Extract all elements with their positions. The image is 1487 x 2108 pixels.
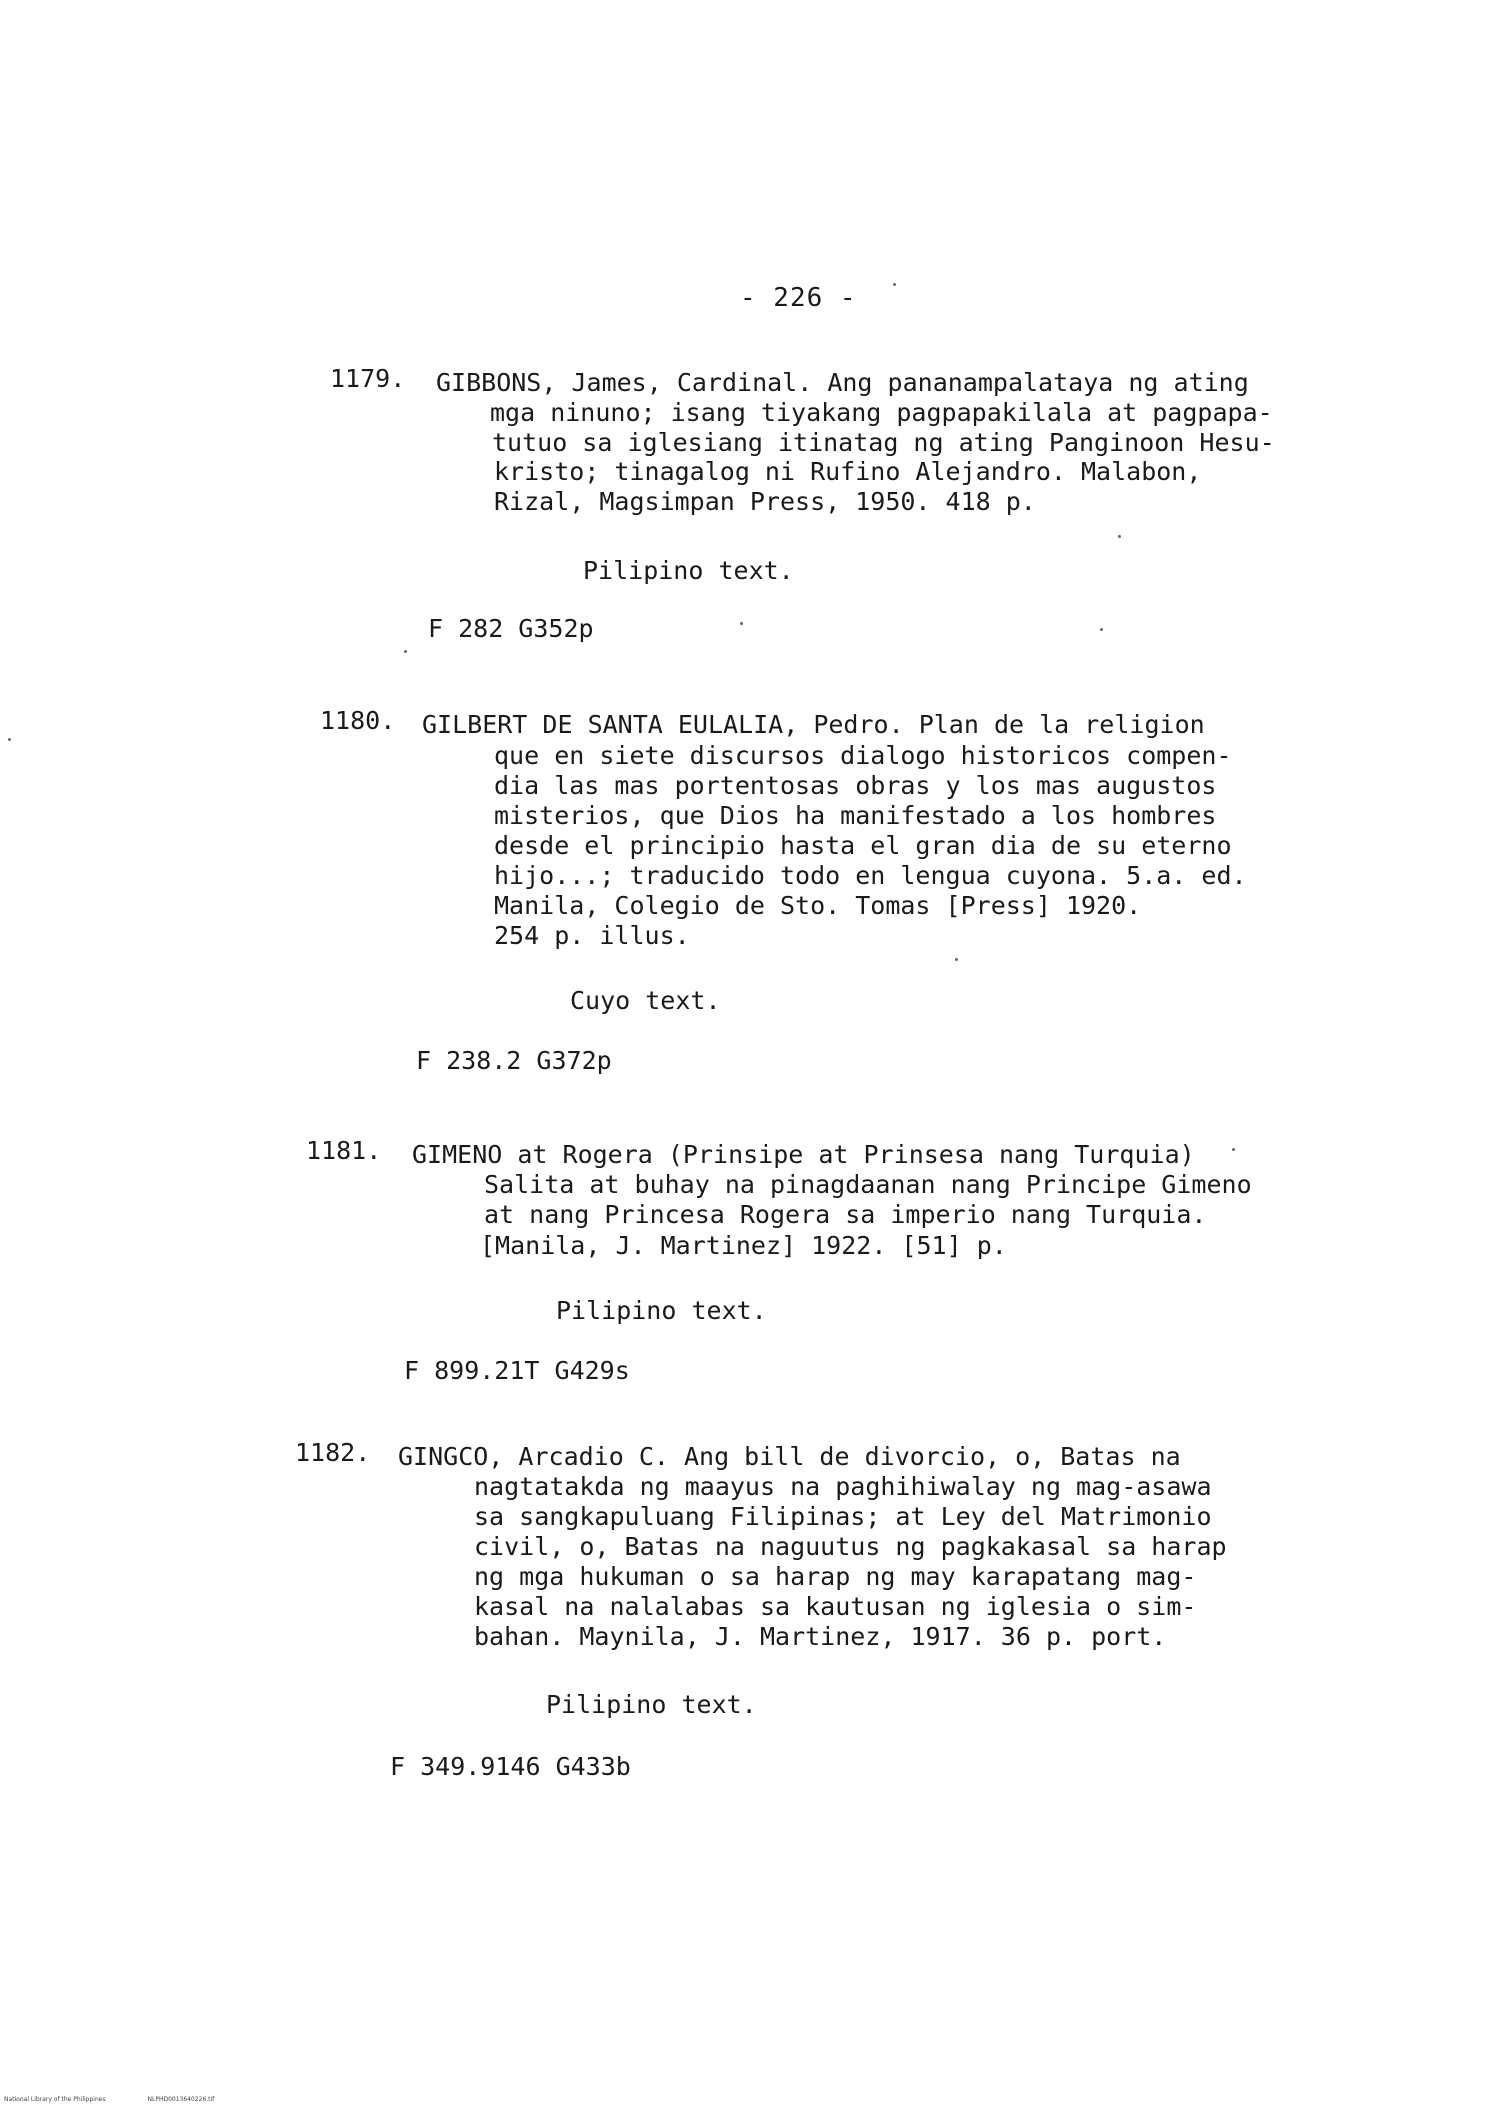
page-number: - 226 - [740, 283, 857, 313]
footer-file: NLPHD0013640226.tif [147, 2096, 215, 2103]
language-note: Cuyo text. [570, 986, 721, 1015]
scan-footer [4, 2096, 254, 2103]
entry-line: GINGCO, Arcadio C. Ang bill de divorcio, o, Batas na [398, 1442, 1181, 1471]
entry-line: tutuo sa iglesiang itinatag ng ating Panginoon Hesu- [492, 428, 1275, 457]
entry-line: ng mga hukuman o sa harap ng may karapatang mag- [474, 1562, 1197, 1591]
entry-number: 1179. [330, 364, 406, 393]
scan-speck [740, 622, 743, 625]
call-number: F 899.21T G429s [404, 1356, 630, 1385]
entry-number: 1182. [295, 1438, 371, 1467]
call-number: F 349.9146 G433b [390, 1752, 631, 1781]
entry-line: bahan. Maynila, J. Martinez, 1917. 36 p. port. [474, 1622, 1167, 1651]
entry-line: kristo; tinagalog ni Rufino Alejandro. Malabon, [494, 457, 1202, 486]
language-note: Pilipino text. [556, 1296, 767, 1325]
entry-line: desde el principio hasta el gran dia de su eterno [494, 831, 1232, 860]
entry-line: GIBBONS, James, Cardinal. Ang pananampalataya ng ating [436, 368, 1249, 397]
entry-line: sa sangkapuluang Filipinas; at Ley del Matrimonio [474, 1502, 1212, 1531]
entry-line: at nang Princesa Rogera sa imperio nang Turquia. [484, 1200, 1207, 1229]
scan-speck [8, 738, 11, 741]
language-note: Pilipino text. [546, 1690, 757, 1719]
call-number: F 282 G352p [428, 614, 594, 643]
entry-line: dia las mas portentosas obras y los mas augustos [494, 771, 1217, 800]
entry-line: [Manila, J. Martinez] 1922. [51] p. [480, 1231, 1007, 1260]
entry-line: 254 p. illus. [494, 921, 690, 950]
scan-speck [1118, 535, 1121, 538]
entry-line: Manila, Colegio de Sto. Tomas [Press] 1920. [494, 891, 1142, 920]
footer-library: National Library of the Philippines [4, 2096, 106, 2103]
entry-line: mga ninuno; isang tiyakang pagpapakilala at pagpapa- [490, 398, 1273, 427]
entry-line: misterios, que Dios ha manifestado a los hombres [494, 801, 1217, 830]
scan-speck [955, 958, 958, 961]
entry-line: civil, o, Batas na naguutus ng pagkakasal sa harap [474, 1532, 1227, 1561]
entry-line: Rizal, Magsimpan Press, 1950. 418 p. [494, 487, 1036, 516]
entry-number: 1181. [306, 1136, 382, 1165]
entry-line: Salita at buhay na pinagdaanan nang Principe Gimeno [484, 1170, 1252, 1199]
entry-line: GIMENO at Rogera (Prinsipe at Prinsesa nang Turquia) [412, 1140, 1195, 1169]
entry-line: kasal na nalalabas sa kautusan ng iglesia o sim- [474, 1592, 1197, 1621]
scan-speck [893, 283, 896, 286]
call-number: F 238.2 G372p [416, 1046, 612, 1075]
entry-line: GILBERT DE SANTA EULALIA, Pedro. Plan de la religion [422, 710, 1205, 739]
language-note: Pilipino text. [583, 556, 794, 585]
scan-speck [1232, 1148, 1235, 1151]
entry-line: que en siete discursos dialogo historicos compen- [494, 741, 1232, 770]
entry-number: 1180. [320, 706, 396, 735]
entry-line: nagtatakda ng maayus na paghihiwalay ng mag-asawa [474, 1472, 1212, 1501]
entry-line: hijo...; traducido todo en lengua cuyona. 5.a. ed. [494, 861, 1247, 890]
scan-speck [404, 650, 407, 653]
scan-speck [1100, 628, 1103, 631]
